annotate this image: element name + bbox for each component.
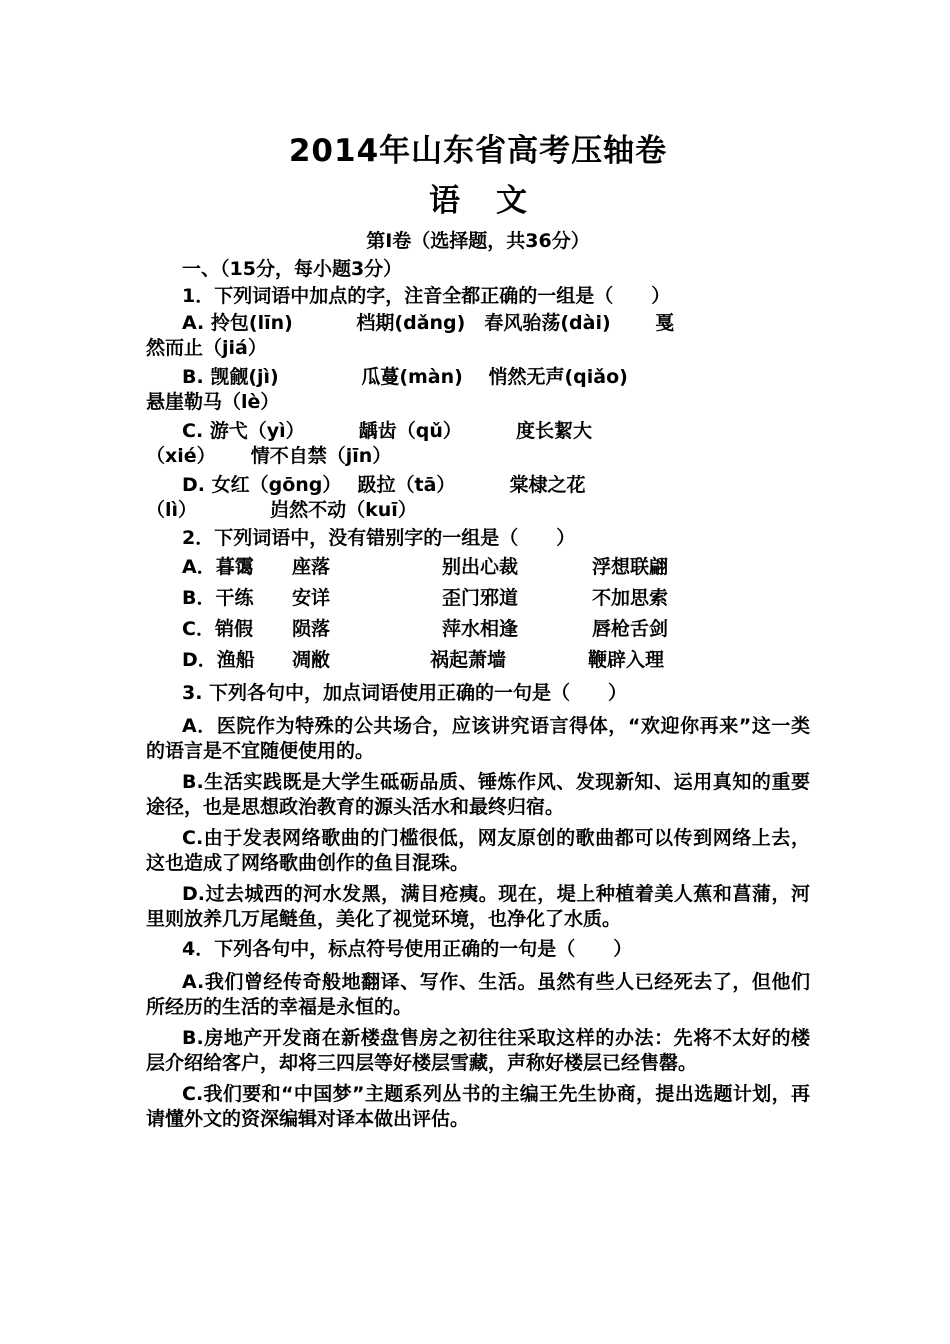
q3-option-c: C.由于发表网络歌曲的门槛很低，网友原创的歌曲都可以传到网络上去，这也造成了网络歌曲创作的鱼目混珠。 (146, 827, 810, 874)
q3-option-d: D.过去城西的河水发黑，满目疮痍。现在，堤上种植着美人蕉和菖蒲，河里则放养几万尾鲢鱼，美化了视觉环境，也净化了水质。 (146, 883, 810, 930)
q2-cell: 歪门邪道 (442, 587, 519, 609)
q2-cell: 不加思索 (592, 587, 669, 609)
question-4-stem: 4．下列各句中，标点符号使用正确的一句是（ ） (182, 938, 633, 960)
volume-heading: 第Ⅰ卷（选择题，共36分） (366, 230, 590, 252)
q1-option-b: B. 觊觎(jì) 瓜蔓(màn) 悄然无声(qiǎo) (182, 366, 628, 388)
q2-cell: 祸起萧墙 (430, 649, 507, 671)
q2-cell: 浮想联翩 (592, 556, 669, 578)
exam-title: 2014年山东省高考压轴卷 (288, 133, 668, 169)
subject-char-1: 语 (429, 183, 460, 219)
q4-option-a: A.我们曾经传奇般地翻译、写作、生活。虽然有些人已经死去了，但他们所经历的生活的幸福是永恒的。 (146, 971, 810, 1018)
q2-cell: 安详 (292, 587, 331, 609)
q2-cell: 凋敝 (292, 649, 331, 671)
subject-title (146, 178, 810, 224)
subject-char-2: 文 (496, 183, 527, 219)
q1-option-b-cont: 悬崖勒马（lè） (146, 391, 280, 413)
q3-option-b: B.生活实践既是大学生砥砺品质、锤炼作风、发现新知、运用真知的重要途径，也是思想政治教育的源头活水和最终归宿。 (146, 771, 810, 818)
q2-cell: 座落 (292, 556, 331, 578)
q2-cell: 萍水相逢 (442, 618, 519, 640)
q2-option-row (146, 645, 810, 676)
question-3 (146, 678, 810, 932)
q4-option-b: B.房地产开发商在新楼盘售房之初往往采取这样的办法：先将不太好的楼层介绍给客户，却将三四层等好楼层雪藏，声称好楼层已经售罄。 (146, 1027, 810, 1074)
question-1 (146, 283, 810, 521)
q1-option-a: A. 拎包(līn) 档期(dǎng) 春风骀荡(dài) 戛 (182, 312, 675, 334)
question-4 (146, 934, 810, 1132)
q2-cell: B．干练 (182, 587, 254, 609)
q1-option-c: C. 游弋（yì） 龋齿（qǔ） 度长絜大 (182, 420, 593, 442)
question-3-stem: 3. 下列各句中，加点词语使用正确的一句是（ ） (182, 682, 628, 704)
q2-cell: 鞭辟入理 (588, 649, 665, 671)
q2-option-row (146, 614, 810, 645)
exam-page (146, 128, 810, 1132)
question-2-stem: 2．下列词语中，没有错别字的一组是（ ） (182, 527, 576, 549)
q2-option-row (146, 552, 810, 583)
q2-cell: D．渔船 (182, 649, 255, 671)
q2-option-row (146, 583, 810, 614)
q1-option-d: D. 女红（gōng） 趿拉（tā） 棠棣之花 (182, 474, 586, 496)
q3-option-a: A．医院作为特殊的公共场合，应该讲究语言得体，“欢迎你再来”这一类的语言是不宜随便使用的。 (146, 715, 810, 762)
q2-cell: 别出心裁 (442, 556, 519, 578)
q2-cell: 陨落 (292, 618, 331, 640)
q4-option-c: C.我们要和“中国梦”主题系列丛书的主编王先生协商，提出选题计划，再请懂外文的资深编辑对译本做出评估。 (146, 1083, 810, 1130)
q1-option-d-cont: （lì） 岿然不动（kuī） (146, 499, 417, 521)
q2-cell: A．暮霭 (182, 556, 254, 578)
question-2 (146, 525, 810, 676)
q1-option-a-cont: 然而止（jiá） (146, 337, 267, 359)
q2-cell: 唇枪舌剑 (592, 618, 669, 640)
part-heading: 一、（15分，每小题3分） (182, 258, 403, 280)
q2-cell: C．销假 (182, 618, 253, 640)
q1-option-c-cont: （xié） 情不自禁（jīn） (146, 445, 392, 467)
question-1-stem: 1．下列词语中加点的字，注音全都正确的一组是（ ） (182, 285, 671, 307)
